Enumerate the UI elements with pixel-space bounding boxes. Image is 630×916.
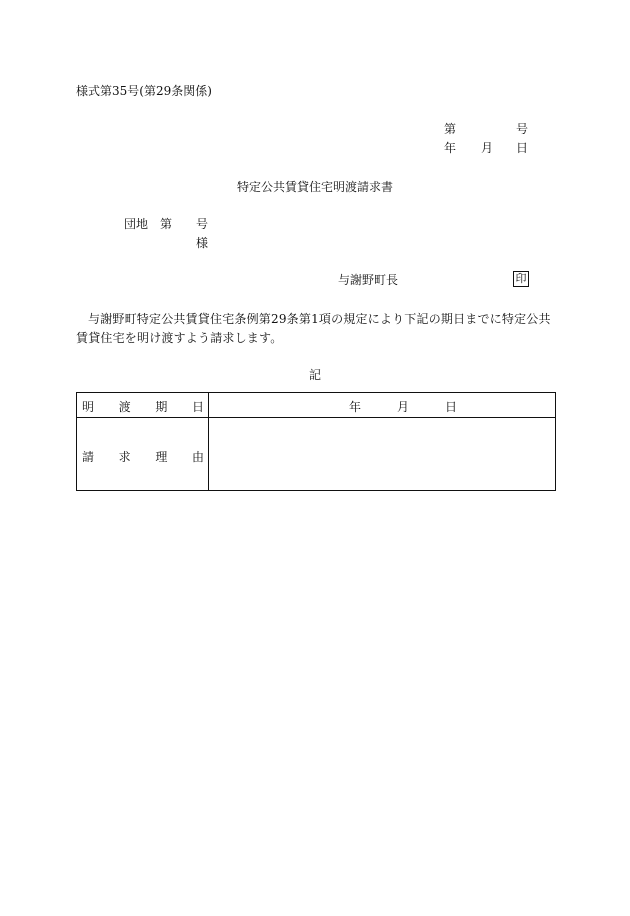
addressee-go: 号 (196, 217, 209, 231)
document-number (444, 122, 530, 136)
label-char: 渡 (118, 400, 131, 414)
document-number-prefix: 第 (444, 122, 457, 136)
body-text: 与謝野町特定公共賃貸住宅条例第29条第1項の規定により下記の期日までに特定公共賃貸住宅を明け渡すよう請求します。 (76, 312, 551, 345)
reason-label (82, 448, 204, 465)
table-row-reason (77, 418, 555, 490)
addressee-honorific: 様 (196, 236, 209, 250)
label-char: 期 (155, 400, 168, 414)
addressee-danchi: 団地 (124, 217, 149, 231)
label-char: 由 (191, 450, 204, 464)
document-date-day: 日 (516, 141, 529, 155)
document-date-year: 年 (444, 141, 457, 155)
seal-mark: 印 (513, 271, 529, 287)
label-char: 明 (82, 400, 95, 414)
vacate-date-year: 年 (349, 400, 362, 414)
vacate-date-field (209, 398, 555, 412)
vacate-date-month: 月 (397, 400, 410, 414)
vacate-date-label (82, 398, 204, 415)
document-date-month: 月 (481, 141, 494, 155)
label-char: 日 (191, 400, 204, 414)
label-char: 請 (82, 450, 95, 464)
table-row-vacate-date (77, 393, 555, 418)
ki-heading: 記 (308, 368, 321, 382)
sender-name: 与謝野町長 (338, 273, 399, 287)
request-table (76, 392, 556, 491)
label-char: 求 (118, 450, 131, 464)
document-date (444, 141, 530, 155)
document-number-suffix: 号 (516, 122, 529, 136)
addressee (124, 217, 224, 231)
addressee-dai: 第 (160, 217, 173, 231)
document-title: 特定公共賃貸住宅明渡請求書 (236, 180, 393, 194)
vacate-date-day: 日 (445, 400, 458, 414)
form-number: 様式第35号(第29条関係) (76, 84, 212, 98)
label-char: 理 (155, 450, 168, 464)
